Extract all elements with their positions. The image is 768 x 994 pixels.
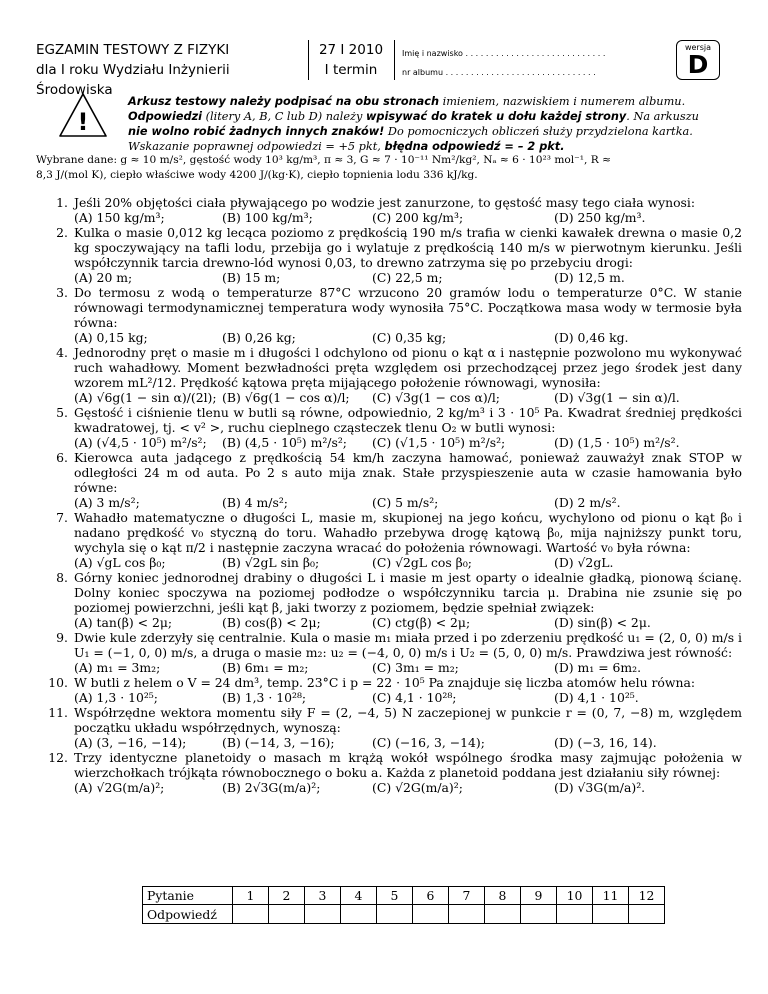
question-number: 6. — [56, 450, 68, 465]
answer-option-c: (C) 22,5 m; — [372, 270, 443, 285]
answer-option-a: (A) 1,3 · 10²⁵; — [74, 690, 158, 705]
question-number: 10. — [48, 675, 68, 690]
answer-option-c: (C) 3m₁ = m₂; — [372, 660, 459, 675]
question-number-cell: 6 — [413, 887, 449, 905]
question-number: 8. — [56, 570, 68, 585]
answer-option-c: (C) √2G(m/a)²; — [372, 780, 463, 795]
answer-option-d: (D) 4,1 · 10²⁵. — [554, 690, 639, 705]
answer-option-b: (B) (−14, 3, −16); — [222, 735, 335, 750]
answer-option-b: (B) 4 m/s²; — [222, 495, 288, 510]
answer-option-b: (B) 15 m; — [222, 270, 281, 285]
answer-option-d: (D) sin(β) < 2μ. — [554, 615, 651, 630]
answer-options — [74, 615, 742, 630]
question-item — [36, 510, 742, 570]
given-data — [36, 153, 742, 183]
answer-options — [74, 495, 742, 510]
question-item — [36, 195, 742, 225]
answer-input-cell[interactable] — [557, 905, 593, 924]
question-number-cell: 12 — [629, 887, 665, 905]
question-label-cell: Pytanie — [143, 887, 233, 905]
answer-option-d: (D) 250 kg/m³. — [554, 210, 646, 225]
answer-option-a: (A) 20 m; — [74, 270, 133, 285]
question-item — [36, 675, 742, 705]
exam-header — [36, 40, 736, 98]
question-item — [36, 405, 742, 450]
version-box — [676, 40, 720, 80]
question-number: 4. — [56, 345, 68, 360]
answer-option-c: (C) (−16, 3, −14); — [372, 735, 485, 750]
answer-options — [74, 660, 742, 675]
album-field[interactable]: nr albumu . . . . . . . . . . . . . . . . . . . . . . . . . . . . . . — [402, 68, 596, 77]
answer-option-d: (D) 2 m/s². — [554, 495, 621, 510]
answer-options — [74, 210, 742, 225]
answer-grid-answer-row — [143, 905, 665, 924]
version-letter: D — [687, 50, 709, 79]
answer-option-a: (A) 3 m/s²; — [74, 495, 140, 510]
instruction-answers: Odpowiedzi — [128, 110, 203, 123]
question-item — [36, 225, 742, 285]
answer-input-cell[interactable] — [269, 905, 305, 924]
question-number-cell: 9 — [521, 887, 557, 905]
exam-date: 27 I 2010 — [318, 42, 384, 58]
answer-label-cell: Odpowiedź — [143, 905, 233, 924]
answer-input-cell[interactable] — [233, 905, 269, 924]
question-number-cell: 4 — [341, 887, 377, 905]
answer-options — [74, 435, 742, 450]
question-item — [36, 750, 742, 795]
question-item — [36, 705, 742, 750]
answer-option-c: (C) 200 kg/m³; — [372, 210, 464, 225]
question-text: Jednorodny pręt o masie m i długości l odchylono od pionu o kąt α i następnie pozwolono mu wykonywać ruch wahadłowy. Moment bezwładności pręta względem osi przechodzącej przez jego środek jest dany wzorem mL²/12. Prędkość kątowa pręta mijającego położenie równowagi, wynosiła: — [74, 345, 742, 390]
instruction-sign-rest: imieniem, nazwiskiem i numerem albumu. — [439, 95, 686, 108]
instruction-answers-boxes: wpisywać do kratek u dołu każdej strony — [365, 110, 627, 123]
instruction-no-marks: nie wolno robić żadnych innych znaków! — [128, 125, 385, 138]
answer-options — [74, 735, 742, 750]
answer-option-d: (D) √3g(1 − sin α)/l. — [554, 390, 680, 405]
answer-option-b: (B) 100 kg/m³; — [222, 210, 313, 225]
header-divider — [308, 40, 309, 80]
instruction-penalty: błędna odpowiedź = – 2 pkt. — [384, 140, 565, 153]
question-item — [36, 345, 742, 405]
question-number: 9. — [56, 630, 68, 645]
exam-instructions — [128, 94, 740, 154]
instruction-sign: Arkusz testowy należy podpisać na obu stronach — [128, 95, 440, 108]
answer-option-d: (D) 0,46 kg. — [554, 330, 629, 345]
answer-option-d: (D) √2gL. — [554, 555, 614, 570]
answer-option-d: (D) 12,5 m. — [554, 270, 625, 285]
answer-option-c: (C) (√1,5 · 10⁵) m²/s²; — [372, 435, 506, 450]
answer-option-d: (D) √3G(m/a)². — [554, 780, 646, 795]
given-data-line2: 8,3 J/(mol K), ciepło właściwe wody 4200 J/(kg·K), ciepło topnienia lodu 336 kJ/kg. — [36, 169, 478, 181]
answer-input-cell[interactable] — [341, 905, 377, 924]
answer-option-b: (B) 2√3G(m/a)²; — [222, 780, 321, 795]
instruction-answers-text: (litery A, B, C lub D) należy — [202, 110, 366, 123]
answer-option-a: (A) √6g(1 − sin α)/(2l); — [74, 390, 217, 405]
question-text: Współrzędne wektora momentu siły F = (2, −4, 5) N zaczepionej w punkcie r = (0, 7, −8) m, względem początku układu współrzędnych, wynoszą: — [74, 705, 742, 735]
svg-text:!: ! — [77, 108, 89, 136]
answer-options — [74, 555, 742, 570]
name-field[interactable]: Imię i nazwisko . . . . . . . . . . . . . . . . . . . . . . . . . . . . — [402, 49, 606, 58]
answer-grid-header-row — [143, 887, 665, 905]
question-number: 1. — [56, 195, 68, 210]
question-number-cell: 8 — [485, 887, 521, 905]
question-text: Gęstość i ciśnienie tlenu w butli są równe, odpowiednio, 2 kg/m³ i 3 · 10⁵ Pa. Kwadrat średniej prędkości kwadratowej, tj. < v² >, ruchu cieplnego cząsteczek tlenu O₂ w butli wynosi: — [74, 405, 742, 435]
answer-option-d: (D) m₁ = 6m₂. — [554, 660, 642, 675]
answer-input-cell[interactable] — [413, 905, 449, 924]
question-item — [36, 285, 742, 345]
question-text: Górny koniec jednorodnej drabiny o długości L i masie m jest oparty o idealnie gładką, pionową ścianę. Dolny koniec spoczywa na poziomej podłodze o współczynniku tarcia μ. Drabina nie zsunie się po poziomej powierzchni, jeśli kąt β, jaki tworzy z poziomem, będzie spełniał związek: — [74, 570, 742, 615]
question-text: Dwie kule zderzyły się centralnie. Kula o masie m₁ miała przed i po zderzeniu prędkość u₁ = (2, 0, 0) m/s i U₁ = (−1, 0, 0) m/s, a druga o masie m₂: u₂ = (−4, 0, 0) m/s i U₂ = (5, 0, 0) m/s. Prawdziwa jest równość: — [74, 630, 742, 660]
answer-option-b: (B) 0,26 kg; — [222, 330, 296, 345]
question-text: Wahadło matematyczne o długości L, masie m, skupionej na jego końcu, wychylono od pionu o kąt β₀ i nadano prędkość v₀ styczną do toru. Wahadło przebywa drogę kątową β₀, mija najniższy punkt toru, wychyla się o kąt π/2 i następnie zaczyna wracać do położenia równowagi. Wartość v₀ była równa: — [74, 510, 742, 555]
answer-option-a: (A) (3, −16, −14); — [74, 735, 187, 750]
exam-title-line2: dla I roku Wydziału Inżynierii Środowiska — [36, 62, 230, 98]
answer-option-a: (A) (√4,5 · 10⁵) m²/s²; — [74, 435, 207, 450]
answer-options — [74, 330, 742, 345]
question-number-cell: 7 — [449, 887, 485, 905]
answer-input-cell[interactable] — [449, 905, 485, 924]
question-item — [36, 630, 742, 675]
exam-title-line1: EGZAMIN TESTOWY Z FIZYKI — [36, 42, 230, 58]
question-list — [36, 195, 742, 795]
answer-option-b: (B) √2gL sin β₀; — [222, 555, 320, 570]
answer-option-a: (A) √gL cos β₀; — [74, 555, 166, 570]
answer-option-c: (C) 0,35 kg; — [372, 330, 447, 345]
answer-option-b: (B) cos(β) < 2μ; — [222, 615, 321, 630]
question-text: Jeśli 20% objętości ciała pływającego po wodzie jest zanurzone, to gęstość masy tego ciała wynosi: — [74, 195, 696, 210]
answer-input-cell[interactable] — [485, 905, 521, 924]
answer-option-c: (C) 5 m/s²; — [372, 495, 439, 510]
question-text: Do termosu z wodą o temperaturze 87°C wrzucono 20 gramów lodu o temperaturze 0°C. W stanie równowagi termodynamicznej temperatura wody wynosiła 75°C. Początkowa masa wody w termosie była równa: — [74, 285, 742, 330]
answer-input-cell[interactable] — [521, 905, 557, 924]
question-number-cell: 11 — [593, 887, 629, 905]
answer-option-c: (C) 4,1 · 10²⁸; — [372, 690, 457, 705]
question-item — [36, 450, 742, 510]
question-number-cell: 1 — [233, 887, 269, 905]
header-divider — [394, 40, 395, 80]
answer-option-d: (D) (−3, 16, 14). — [554, 735, 657, 750]
answer-option-a: (A) √2G(m/a)²; — [74, 780, 165, 795]
question-number-cell: 10 — [557, 887, 593, 905]
warning-triangle-icon — [58, 92, 108, 138]
question-number: 12. — [48, 750, 68, 765]
answer-option-c: (C) √3g(1 − cos α)/l; — [372, 390, 500, 405]
question-number-cell: 3 — [305, 887, 341, 905]
answer-option-d: (D) (1,5 · 10⁵) m²/s². — [554, 435, 680, 450]
student-fields — [402, 44, 672, 82]
answer-option-a: (A) 0,15 kg; — [74, 330, 148, 345]
question-number-cell: 2 — [269, 887, 305, 905]
answer-option-c: (C) ctg(β) < 2μ; — [372, 615, 471, 630]
question-text: Kierowca auta jadącego z prędkością 54 km/h zaczyna hamować, ponieważ zauważył znak STOP w odległości 24 m od auta. Po 2 s auto mija znak. Stałe przyspieszenie auta w czasie hamowania było równe: — [74, 450, 742, 495]
answer-option-a: (A) 150 kg/m³; — [74, 210, 165, 225]
question-text: Trzy identyczne planetoidy o masach m krążą wokół wspólnego środka masy zajmując położenia w wierzchołkach trójkąta równobocznego o boku a. Każda z planetoid poddana jest działaniu siły równej: — [74, 750, 742, 780]
answer-options — [74, 690, 742, 705]
answer-option-a: (A) tan(β) < 2μ; — [74, 615, 173, 630]
answer-option-b: (B) (4,5 · 10⁵) m²/s²; — [222, 435, 347, 450]
question-text: Kulka o masie 0,012 kg lecąca poziomo z prędkością 190 m/s trafia w cienki kawałek drewna o masie 0,2 kg spoczywający na tafli lodu, przebija go i wylatuje z prędkością 140 m/s w pierwotnym kierunku. Jeśli współczynnik tarcia drewno-lód wynosi 0,03, to drewno zatrzyma się po przebyciu drogi: — [74, 225, 742, 270]
given-data-line1: Wybrane dane: g ≈ 10 m/s², gęstość wody 10³ kg/m³, π ≈ 3, G ≈ 7 · 10⁻¹¹ Nm²/kg², Nₐ ≈ 6 · 10²³ mol⁻¹, R ≈ — [36, 154, 611, 166]
answer-input-cell[interactable] — [629, 905, 665, 924]
question-number: 2. — [56, 225, 68, 240]
instruction-answers-end: . Na arkuszu — [626, 110, 699, 123]
answer-options — [74, 270, 742, 285]
answer-option-a: (A) m₁ = 3m₂; — [74, 660, 161, 675]
answer-option-b: (B) 1,3 · 10²⁸; — [222, 690, 307, 705]
answer-options — [74, 780, 742, 795]
answer-option-c: (C) √2gL cos β₀; — [372, 555, 472, 570]
question-item — [36, 570, 742, 630]
version-label: wersja — [684, 43, 712, 52]
exam-title — [36, 40, 302, 100]
instruction-scratch: Do pomocniczych obliczeń służy przydzielona kartka. — [384, 125, 693, 138]
answer-option-b: (B) 6m₁ = m₂; — [222, 660, 309, 675]
exam-date-block — [316, 40, 386, 80]
question-number-cell: 5 — [377, 887, 413, 905]
answer-options — [74, 390, 742, 405]
answer-grid — [142, 886, 665, 924]
question-number: 3. — [56, 285, 68, 300]
answer-input-cell[interactable] — [305, 905, 341, 924]
exam-term: I termin — [324, 62, 378, 78]
question-number: 5. — [56, 405, 68, 420]
question-number: 11. — [48, 705, 68, 720]
answer-option-b: (B) √6g(1 − cos α)/l; — [222, 390, 350, 405]
answer-input-cell[interactable] — [593, 905, 629, 924]
question-text: W butli z helem o V = 24 dm³, temp. 23°C i p = 22 · 10⁵ Pa znajduje się liczba atomów helu równa: — [74, 675, 696, 690]
answer-input-cell[interactable] — [377, 905, 413, 924]
question-number: 7. — [56, 510, 68, 525]
instruction-scoring: Wskazanie poprawnej odpowiedzi = +5 pkt, — [128, 140, 385, 153]
